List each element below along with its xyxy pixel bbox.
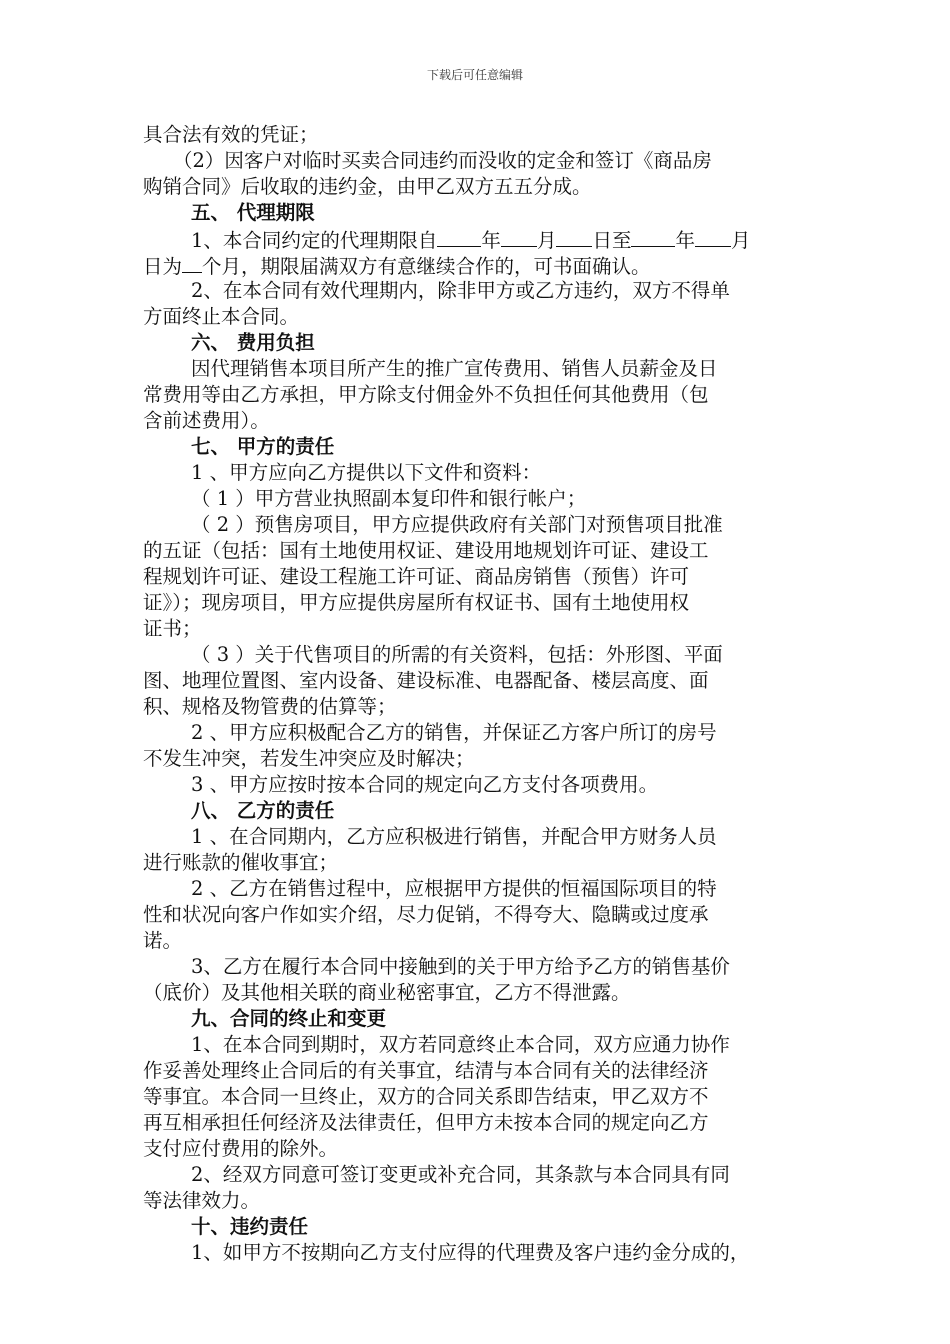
section-heading: 六、 费用负担: [191, 331, 315, 354]
paragraph-line: 1 、甲方应向乙方提供以下文件和资料：: [191, 461, 542, 484]
blank-field: [695, 226, 731, 247]
page-header: 下载后可任意编辑: [426, 68, 523, 82]
paragraph-line: 诺。: [143, 929, 183, 952]
paragraph-line: 3、乙方在履行本合同中接触到的关于甲方给予乙方的销售基价: [191, 955, 730, 978]
paragraph-line: 1、本合同约定的代理期限自 年 月 日至 年 月: [143, 226, 823, 252]
paragraph-line: 等事宜。本合同一旦终止，双方的合同关系即告结束，甲乙双方不: [143, 1085, 709, 1108]
paragraph-line: 1、如甲方不按期向乙方支付应得的代理费及客户违约金分成的，: [191, 1241, 750, 1264]
paragraph-line: 积、规格及物管费的估算等；: [143, 695, 397, 718]
paragraph-line: （ 2 ）预售房项目，甲方应提供政府有关部门对预售项目批准: [191, 513, 723, 536]
paragraph-line: （ 3 ）关于代售项目的所需的有关资料，包括：外形图、平面: [191, 643, 723, 666]
paragraph-line: （底价）及其他相关联的商业秘密事宜，乙方不得泄露。: [143, 981, 631, 1004]
blank-field: [556, 226, 592, 247]
blank-field: [437, 226, 481, 247]
paragraph-line: 再互相承担任何经济及法律责任，但甲方未按本合同的规定向乙方: [143, 1111, 709, 1134]
paragraph-line: 常费用等由乙方承担，甲方除支付佣金外不负担任何其他费用（包: [143, 383, 709, 406]
paragraph-line: 支付应付费用的除外。: [143, 1137, 339, 1160]
contract-body: [143, 122, 823, 1266]
paragraph-line: 性和状况向客户作如实介绍，尽力促销，不得夸大、隐瞒或过度承: [143, 903, 709, 926]
paragraph-line: 1 、在合同期内，乙方应积极进行销售，并配合甲方财务人员: [191, 825, 717, 848]
section-heading: 七、 甲方的责任: [191, 435, 335, 458]
paragraph-line: 证》）；现房项目，甲方应提供房屋所有权证书、国有土地使用权: [143, 591, 690, 614]
paragraph-line: 因代理销售本项目所产生的推广宣传费用、销售人员薪金及日: [191, 357, 718, 380]
paragraph-line: 含前述费用）。: [143, 409, 270, 432]
paragraph-line: 不发生冲突，若发生冲突应及时解决；: [143, 747, 475, 770]
paragraph-line: 2、经双方同意可签订变更或补充合同，其条款与本合同具有同: [191, 1163, 730, 1186]
section-heading: 九、合同的终止和变更: [191, 1007, 387, 1030]
paragraph-line: 具合法有效的凭证；: [143, 123, 319, 146]
paragraph-line: 作妥善处理终止合同后的有关事宜，结清与本合同有关的法律经济: [143, 1059, 709, 1082]
section-heading: 八、 乙方的责任: [191, 799, 335, 822]
blank-field: [182, 252, 202, 273]
paragraph-line: 图、地理位置图、室内设备、建设标准、电器配备、楼层高度、面: [143, 669, 709, 692]
paragraph-line: 2 、甲方应积极配合乙方的销售，并保证乙方客户所订的房号: [191, 721, 717, 744]
paragraph-line: 等法律效力。: [143, 1189, 261, 1212]
paragraph-line: 程规划许可证、建设工程施工许可证、商品房销售（预售）许可: [143, 565, 690, 588]
paragraph-line: 购销合同》后收取的违约金，由甲乙双方五五分成。: [143, 175, 592, 198]
paragraph-line: 证书；: [143, 617, 202, 640]
paragraph-line: 日为 个月，期限届满双方有意继续合作的，可书面确认。: [143, 252, 823, 278]
paragraph-line: （ 1 ）甲方营业执照副本复印件和银行帐户；: [191, 487, 587, 510]
section-heading: 十、违约责任: [191, 1215, 309, 1238]
paragraph-line: 的五证（包括：国有土地使用权证、建设用地规划许可证、建设工: [143, 539, 709, 562]
paragraph-line: 3 、甲方应按时按本合同的规定向乙方支付各项费用。: [191, 773, 659, 796]
blank-field: [631, 226, 675, 247]
paragraph-line: （2）因客户对临时买卖合同违约而没收的定金和签订《商品房: [173, 149, 712, 172]
paragraph-line: 1、在本合同到期时，双方若同意终止本合同，双方应通力协作: [191, 1033, 730, 1056]
paragraph-line: 进行账款的催收事宜；: [143, 851, 339, 874]
paragraph-line: 2、在本合同有效代理期内，除非甲方或乙方违约，双方不得单: [191, 279, 730, 302]
section-heading: 五、 代理期限: [191, 201, 315, 224]
paragraph-line: 2 、乙方在销售过程中，应根据甲方提供的恒福国际项目的特: [191, 877, 717, 900]
blank-field: [501, 226, 537, 247]
paragraph-line: 方面终止本合同。: [143, 305, 300, 328]
